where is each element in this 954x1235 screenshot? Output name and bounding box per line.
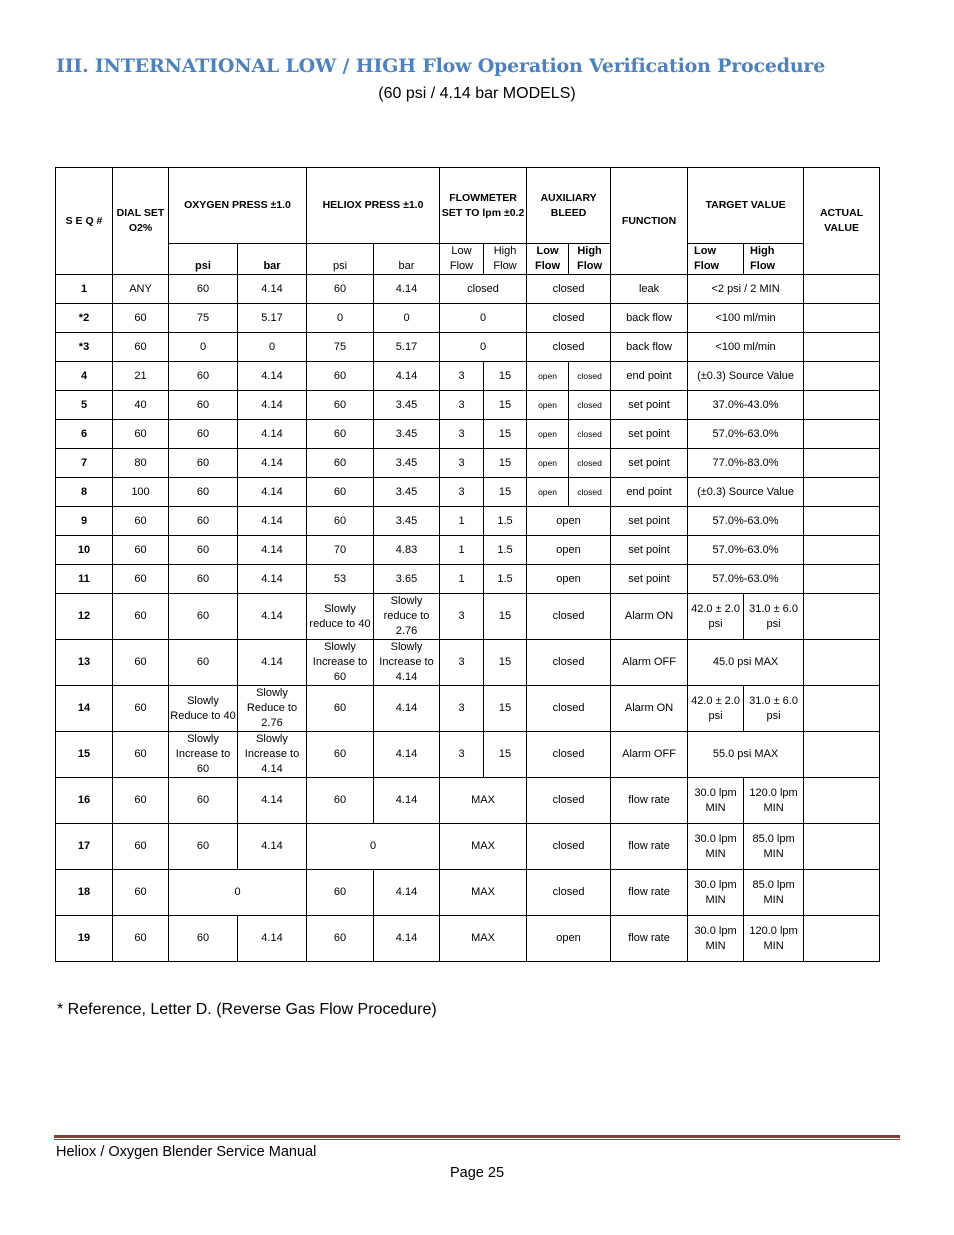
table-row <box>56 304 880 333</box>
header-aux-high: High Flow <box>569 244 611 275</box>
header-heliox-press: HELIOX PRESS ±1.0 <box>307 168 440 244</box>
oxygen-psi-cell: Slowly Increase to 60 <box>169 732 238 778</box>
actual-value-cell[interactable] <box>804 391 880 420</box>
aux-bleed-cell: closed <box>527 824 611 870</box>
flowmeter-cell: MAX <box>440 916 527 962</box>
dial-cell: 60 <box>113 594 169 640</box>
heliox-bar-cell: 4.14 <box>374 916 440 962</box>
header-function: FUNCTION <box>611 168 688 275</box>
flowmeter-high-cell: 15 <box>484 732 527 778</box>
flowmeter-high-cell: 1.5 <box>484 565 527 594</box>
flowmeter-low-cell: 3 <box>440 732 484 778</box>
function-cell: set point <box>611 420 688 449</box>
aux-bleed-cell: open <box>527 507 611 536</box>
heliox-psi-cell: 60 <box>307 362 374 391</box>
oxygen-psi-cell: 60 <box>169 594 238 640</box>
seq-cell: 18 <box>56 870 113 916</box>
flowmeter-cell: 0 <box>440 304 527 333</box>
function-cell: flow rate <box>611 870 688 916</box>
actual-value-cell[interactable] <box>804 824 880 870</box>
aux-bleed-low-cell: open <box>527 391 569 420</box>
page-subtitle: (60 psi / 4.14 bar MODELS) <box>378 85 576 102</box>
table-row <box>56 333 880 362</box>
function-cell: set point <box>611 507 688 536</box>
footer-rule-thin <box>54 1139 900 1140</box>
oxygen-psi-cell: 60 <box>169 507 238 536</box>
table-row <box>56 686 880 732</box>
flowmeter-high-cell: 15 <box>484 478 527 507</box>
dial-cell: 100 <box>113 478 169 507</box>
oxygen-psi-cell: 60 <box>169 824 238 870</box>
aux-bleed-high-cell: closed <box>569 478 611 507</box>
heliox-psi-cell: 0 <box>307 304 374 333</box>
heliox-bar-cell: 4.83 <box>374 536 440 565</box>
aux-bleed-cell: closed <box>527 778 611 824</box>
heliox-bar-cell: 3.45 <box>374 391 440 420</box>
actual-value-cell[interactable] <box>804 362 880 391</box>
heliox-psi-cell: 60 <box>307 275 374 304</box>
header-oxygen-press: OXYGEN PRESS ±1.0 <box>169 168 307 244</box>
seq-cell: 4 <box>56 362 113 391</box>
actual-value-cell[interactable] <box>804 478 880 507</box>
function-cell: end point <box>611 362 688 391</box>
aux-bleed-high-cell: closed <box>569 420 611 449</box>
target-value-cell: 57.0%-63.0% <box>688 507 804 536</box>
target-high-cell: 31.0 ± 6.0 psi <box>744 594 804 640</box>
heliox-psi-cell: Slowly Increase to 60 <box>307 640 374 686</box>
actual-value-cell[interactable] <box>804 686 880 732</box>
seq-cell: 15 <box>56 732 113 778</box>
flowmeter-low-cell: 3 <box>440 420 484 449</box>
oxygen-psi-cell: 60 <box>169 275 238 304</box>
seq-cell: 13 <box>56 640 113 686</box>
dial-cell: 60 <box>113 640 169 686</box>
heliox-bar-cell: 5.17 <box>374 333 440 362</box>
oxygen-psi-cell: 60 <box>169 420 238 449</box>
reference-note: * Reference, Letter D. (Reverse Gas Flow Procedure) <box>57 1001 437 1018</box>
heliox-bar-cell: Slowly Increase to 4.14 <box>374 640 440 686</box>
table-row <box>56 478 880 507</box>
heliox-psi-cell: 75 <box>307 333 374 362</box>
function-cell: back flow <box>611 304 688 333</box>
flowmeter-cell: 0 <box>440 333 527 362</box>
function-cell: Alarm OFF <box>611 732 688 778</box>
header-aux-low: Low Flow <box>527 244 569 275</box>
flowmeter-high-cell: 15 <box>484 420 527 449</box>
table-row <box>56 391 880 420</box>
page-number: Page 25 <box>449 1165 505 1181</box>
oxygen-psi-cell: 60 <box>169 640 238 686</box>
flowmeter-high-cell: 15 <box>484 640 527 686</box>
seq-cell: 17 <box>56 824 113 870</box>
oxygen-bar-cell: 4.14 <box>238 391 307 420</box>
target-value-cell: 57.0%-63.0% <box>688 565 804 594</box>
actual-value-cell[interactable] <box>804 449 880 478</box>
dial-cell: 60 <box>113 565 169 594</box>
table-row <box>56 870 880 916</box>
dial-cell: 60 <box>113 686 169 732</box>
header-target-high: High Flow <box>744 244 804 275</box>
dial-cell: 60 <box>113 333 169 362</box>
aux-bleed-cell: closed <box>527 732 611 778</box>
heliox-bar-cell: 3.45 <box>374 449 440 478</box>
table-row <box>56 594 880 640</box>
flowmeter-cell: MAX <box>440 778 527 824</box>
heliox-bar-cell: 4.14 <box>374 686 440 732</box>
dial-cell: 40 <box>113 391 169 420</box>
aux-bleed-cell: closed <box>527 304 611 333</box>
oxygen-psi-cell: 60 <box>169 478 238 507</box>
oxygen-bar-cell: 5.17 <box>238 304 307 333</box>
dial-cell: 60 <box>113 420 169 449</box>
footer-rule <box>54 1135 900 1138</box>
aux-bleed-cell: closed <box>527 594 611 640</box>
table-row <box>56 565 880 594</box>
aux-bleed-cell: open <box>527 916 611 962</box>
flowmeter-low-cell: 3 <box>440 686 484 732</box>
oxygen-psi-cell: 60 <box>169 362 238 391</box>
seq-cell: 6 <box>56 420 113 449</box>
target-value-cell: <2 psi / 2 MIN <box>688 275 804 304</box>
table-row <box>56 778 880 824</box>
flowmeter-high-cell: 15 <box>484 686 527 732</box>
flowmeter-low-cell: 3 <box>440 594 484 640</box>
actual-value-cell[interactable] <box>804 275 880 304</box>
seq-cell: 9 <box>56 507 113 536</box>
target-value-cell: 77.0%-83.0% <box>688 449 804 478</box>
oxygen-bar-cell: 4.14 <box>238 362 307 391</box>
actual-value-cell[interactable] <box>804 778 880 824</box>
header-heliox-bar: bar <box>374 244 440 275</box>
target-high-cell: 120.0 lpm MIN <box>744 916 804 962</box>
flowmeter-cell: MAX <box>440 824 527 870</box>
dial-cell: 60 <box>113 778 169 824</box>
target-high-cell: 85.0 lpm MIN <box>744 870 804 916</box>
function-cell: flow rate <box>611 778 688 824</box>
target-low-cell: 30.0 lpm MIN <box>688 778 744 824</box>
heliox-bar-cell: 3.45 <box>374 507 440 536</box>
aux-bleed-cell: open <box>527 536 611 565</box>
aux-bleed-low-cell: open <box>527 478 569 507</box>
aux-bleed-high-cell: closed <box>569 449 611 478</box>
target-value-cell: 45.0 psi MAX <box>688 640 804 686</box>
table-row <box>56 275 880 304</box>
function-cell: flow rate <box>611 824 688 870</box>
actual-value-cell[interactable] <box>804 916 880 962</box>
seq-cell: *3 <box>56 333 113 362</box>
oxygen-bar-cell: 4.14 <box>238 420 307 449</box>
oxygen-psi-cell: 60 <box>169 449 238 478</box>
heliox-psi-cell: 60 <box>307 686 374 732</box>
target-high-cell: 120.0 lpm MIN <box>744 778 804 824</box>
aux-bleed-low-cell: open <box>527 420 569 449</box>
flowmeter-high-cell: 15 <box>484 391 527 420</box>
flowmeter-high-cell: 15 <box>484 594 527 640</box>
dial-cell: 60 <box>113 507 169 536</box>
heliox-bar-cell: 4.14 <box>374 778 440 824</box>
header-oxygen-bar: bar <box>238 244 307 275</box>
header-seq: S E Q # <box>56 168 113 275</box>
flowmeter-high-cell: 15 <box>484 362 527 391</box>
actual-value-cell[interactable] <box>804 333 880 362</box>
heliox-psi-cell: 70 <box>307 536 374 565</box>
header-heliox-psi: psi <box>307 244 374 275</box>
actual-value-cell[interactable] <box>804 304 880 333</box>
aux-bleed-high-cell: closed <box>569 362 611 391</box>
target-value-cell: <100 ml/min <box>688 333 804 362</box>
heliox-bar-cell: 4.14 <box>374 732 440 778</box>
aux-bleed-high-cell: closed <box>569 391 611 420</box>
oxygen-psi-cell: 60 <box>169 536 238 565</box>
target-value-cell: 37.0%-43.0% <box>688 391 804 420</box>
seq-cell: 10 <box>56 536 113 565</box>
header-auxiliary-bleed: AUXILIARY BLEED <box>527 168 611 244</box>
dial-cell: 60 <box>113 824 169 870</box>
procedure-table <box>55 167 880 962</box>
header-flowmeter: FLOWMETER SET TO lpm ±0.2 <box>440 168 527 244</box>
aux-bleed-cell: closed <box>527 640 611 686</box>
heliox-psi-cell: 60 <box>307 916 374 962</box>
table-row <box>56 916 880 962</box>
header-target-low: Low Flow <box>688 244 744 275</box>
dial-cell: 60 <box>113 916 169 962</box>
oxygen-bar-cell: 4.14 <box>238 778 307 824</box>
flowmeter-low-cell: 3 <box>440 478 484 507</box>
seq-cell: 8 <box>56 478 113 507</box>
seq-cell: 19 <box>56 916 113 962</box>
seq-cell: 16 <box>56 778 113 824</box>
flowmeter-low-cell: 3 <box>440 362 484 391</box>
heliox-press-cell: 0 <box>307 824 440 870</box>
seq-cell: 7 <box>56 449 113 478</box>
target-low-cell: 30.0 lpm MIN <box>688 916 744 962</box>
table-row <box>56 824 880 870</box>
oxygen-psi-cell: 75 <box>169 304 238 333</box>
target-value-cell: 57.0%-63.0% <box>688 420 804 449</box>
flowmeter-low-cell: 1 <box>440 536 484 565</box>
table-row <box>56 507 880 536</box>
aux-bleed-cell: open <box>527 565 611 594</box>
heliox-psi-cell: 60 <box>307 507 374 536</box>
flowmeter-high-cell: 1.5 <box>484 536 527 565</box>
aux-bleed-cell: closed <box>527 870 611 916</box>
flowmeter-low-cell: 3 <box>440 449 484 478</box>
oxygen-bar-cell: 4.14 <box>238 640 307 686</box>
function-cell: set point <box>611 449 688 478</box>
function-cell: Alarm OFF <box>611 640 688 686</box>
heliox-psi-cell: 60 <box>307 870 374 916</box>
actual-value-cell[interactable] <box>804 594 880 640</box>
function-cell: set point <box>611 391 688 420</box>
seq-cell: 14 <box>56 686 113 732</box>
oxygen-bar-cell: 4.14 <box>238 916 307 962</box>
table-row <box>56 420 880 449</box>
oxygen-bar-cell: 4.14 <box>238 449 307 478</box>
seq-cell: 11 <box>56 565 113 594</box>
actual-value-cell[interactable] <box>804 640 880 686</box>
flowmeter-high-cell: 15 <box>484 449 527 478</box>
actual-value-cell[interactable] <box>804 420 880 449</box>
heliox-bar-cell: 3.45 <box>374 478 440 507</box>
oxygen-bar-cell: 4.14 <box>238 594 307 640</box>
oxygen-bar-cell: 4.14 <box>238 478 307 507</box>
oxygen-psi-cell: 60 <box>169 778 238 824</box>
table-row <box>56 362 880 391</box>
dial-cell: 60 <box>113 536 169 565</box>
target-low-cell: 30.0 lpm MIN <box>688 870 744 916</box>
aux-bleed-cell: closed <box>527 686 611 732</box>
oxygen-psi-cell: 60 <box>169 565 238 594</box>
target-low-cell: 42.0 ± 2.0 psi <box>688 594 744 640</box>
oxygen-psi-cell: 60 <box>169 391 238 420</box>
flowmeter-cell: MAX <box>440 870 527 916</box>
actual-value-cell[interactable] <box>804 565 880 594</box>
target-high-cell: 85.0 lpm MIN <box>744 824 804 870</box>
seq-cell: 1 <box>56 275 113 304</box>
target-value-cell: <100 ml/min <box>688 304 804 333</box>
oxygen-psi-cell: 60 <box>169 916 238 962</box>
dial-cell: 21 <box>113 362 169 391</box>
function-cell: Alarm ON <box>611 686 688 732</box>
function-cell: set point <box>611 536 688 565</box>
heliox-psi-cell: 60 <box>307 449 374 478</box>
function-cell: Alarm ON <box>611 594 688 640</box>
dial-cell: 60 <box>113 870 169 916</box>
aux-bleed-cell: closed <box>527 333 611 362</box>
function-cell: flow rate <box>611 916 688 962</box>
seq-cell: *2 <box>56 304 113 333</box>
function-cell: set point <box>611 565 688 594</box>
table-row <box>56 732 880 778</box>
oxygen-bar-cell: 4.14 <box>238 565 307 594</box>
aux-bleed-low-cell: open <box>527 362 569 391</box>
flowmeter-low-cell: 1 <box>440 565 484 594</box>
heliox-bar-cell: 3.65 <box>374 565 440 594</box>
flowmeter-low-cell: 3 <box>440 640 484 686</box>
oxygen-bar-cell: 4.14 <box>238 275 307 304</box>
heliox-psi-cell: 60 <box>307 391 374 420</box>
aux-bleed-cell: closed <box>527 275 611 304</box>
flowmeter-high-cell: 1.5 <box>484 507 527 536</box>
oxygen-bar-cell: 0 <box>238 333 307 362</box>
seq-cell: 12 <box>56 594 113 640</box>
heliox-psi-cell: 60 <box>307 478 374 507</box>
oxygen-psi-cell: Slowly Reduce to 40 <box>169 686 238 732</box>
page-title: III. INTERNATIONAL LOW / HIGH Flow Operation Verification Procedure <box>56 55 826 77</box>
target-value-cell: 55.0 psi MAX <box>688 732 804 778</box>
oxygen-bar-cell: 4.14 <box>238 824 307 870</box>
header-dial: DIAL SET O2% <box>113 168 169 275</box>
dial-cell: ANY <box>113 275 169 304</box>
actual-value-cell[interactable] <box>804 732 880 778</box>
seq-cell: 5 <box>56 391 113 420</box>
header-flow-low: Low Flow <box>440 244 484 275</box>
actual-value-cell[interactable] <box>804 536 880 565</box>
heliox-bar-cell: 4.14 <box>374 362 440 391</box>
dial-cell: 80 <box>113 449 169 478</box>
target-value-cell: (±0.3) Source Value <box>688 478 804 507</box>
oxygen-psi-cell: 0 <box>169 333 238 362</box>
heliox-bar-cell: 0 <box>374 304 440 333</box>
function-cell: leak <box>611 275 688 304</box>
header-oxygen-psi: psi <box>169 244 238 275</box>
heliox-psi-cell: Slowly reduce to 40 <box>307 594 374 640</box>
header-target-value: TARGET VALUE <box>688 168 804 244</box>
table-row <box>56 449 880 478</box>
actual-value-cell[interactable] <box>804 507 880 536</box>
dial-cell: 60 <box>113 732 169 778</box>
heliox-psi-cell: 60 <box>307 778 374 824</box>
footer-manual-title: Heliox / Oxygen Blender Service Manual <box>56 1144 317 1160</box>
heliox-bar-cell: Slowly reduce to 2.76 <box>374 594 440 640</box>
heliox-psi-cell: 53 <box>307 565 374 594</box>
target-high-cell: 31.0 ± 6.0 psi <box>744 686 804 732</box>
oxygen-bar-cell: Slowly Reduce to 2.76 <box>238 686 307 732</box>
target-low-cell: 42.0 ± 2.0 psi <box>688 686 744 732</box>
header-actual-value: ACTUAL VALUE <box>804 168 880 275</box>
flowmeter-low-cell: 1 <box>440 507 484 536</box>
flowmeter-cell: closed <box>440 275 527 304</box>
heliox-psi-cell: 60 <box>307 420 374 449</box>
function-cell: end point <box>611 478 688 507</box>
header-flow-high: High Flow <box>484 244 527 275</box>
table-row <box>56 536 880 565</box>
dial-cell: 60 <box>113 304 169 333</box>
target-value-cell: (±0.3) Source Value <box>688 362 804 391</box>
oxygen-bar-cell: 4.14 <box>238 536 307 565</box>
heliox-psi-cell: 60 <box>307 732 374 778</box>
oxygen-press-cell: 0 <box>169 870 307 916</box>
heliox-bar-cell: 4.14 <box>374 275 440 304</box>
aux-bleed-low-cell: open <box>527 449 569 478</box>
target-value-cell: 57.0%-63.0% <box>688 536 804 565</box>
actual-value-cell[interactable] <box>804 870 880 916</box>
table-row <box>56 640 880 686</box>
heliox-bar-cell: 4.14 <box>374 870 440 916</box>
flowmeter-low-cell: 3 <box>440 391 484 420</box>
function-cell: back flow <box>611 333 688 362</box>
oxygen-bar-cell: Slowly Increase to 4.14 <box>238 732 307 778</box>
target-low-cell: 30.0 lpm MIN <box>688 824 744 870</box>
heliox-bar-cell: 3.45 <box>374 420 440 449</box>
oxygen-bar-cell: 4.14 <box>238 507 307 536</box>
